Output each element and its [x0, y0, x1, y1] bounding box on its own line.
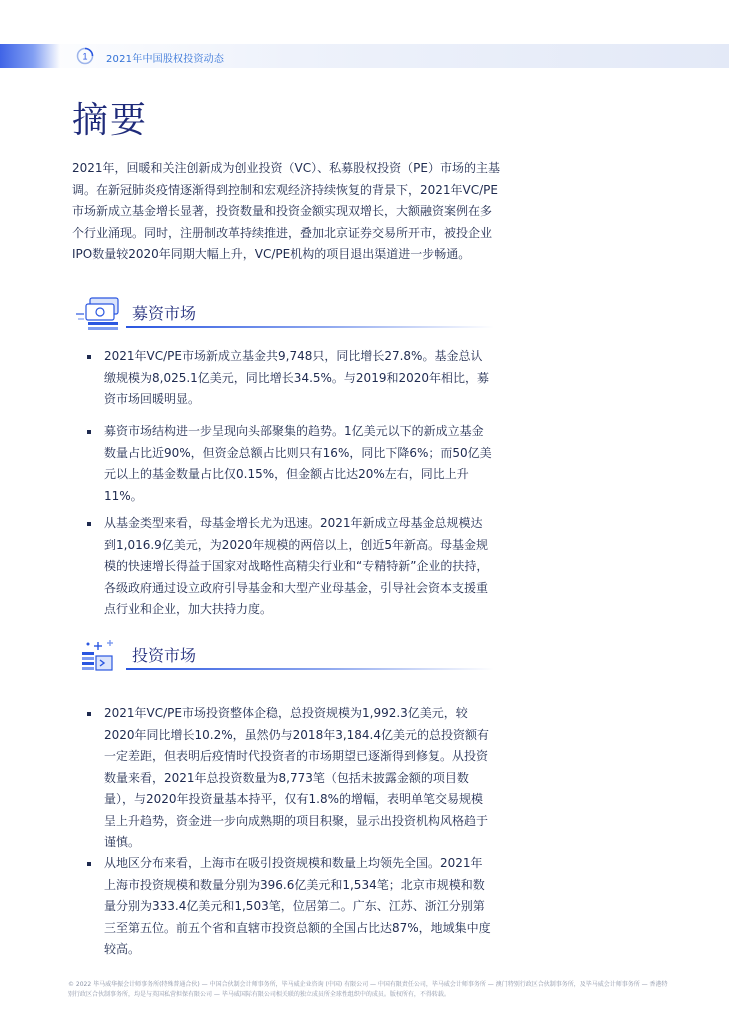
- list-item: [88, 853, 493, 961]
- bullet-marker: [87, 355, 91, 359]
- running-title: 2021年中国股权投资动态: [106, 54, 225, 65]
- bullet-text: 从基金类型来看，母基金增长尤为迅速。2021年新成立母基金总规模达到1,016.9亿美元，为2020年规模的两倍以上，创近5年新高。母基金规模的快速增长得益于国家对战略性高精尖行业和“专精特新”企业的扶持，各级政府通过设立政府引导基金和大型产业母基金，引导社会资本支援重点行业和企业，加大扶持力度。: [104, 516, 489, 616]
- list-item: [88, 346, 493, 411]
- page-number-badge: [76, 47, 94, 65]
- copyright-footer: © 2022 毕马威华振会计师事务所(特殊普通合伙) — 中国合伙制会计师事务所，毕马威企业咨询 (中国) 有限公司 — 中国有限责任公司，毕马威会计师事务所 — 澳门特别行政区合伙制事务所，及毕马威会计师事务所 — 香港特别行政区合伙制事务所，均是与英国私营担保有限公司 — 毕马威国际有限公司相关联的独立成员所全球性组织中的成员。版权所有，不得转载。: [68, 981, 668, 998]
- page-title: 摘要: [72, 100, 149, 141]
- list-item: [88, 703, 493, 854]
- list-item: [88, 513, 493, 621]
- section-title: 募资市场: [132, 304, 197, 323]
- bullet-marker: [87, 522, 91, 526]
- page-number: 1: [82, 51, 88, 62]
- section-header-fundraising: [76, 294, 496, 334]
- bullet-marker: [87, 430, 91, 434]
- money-stack-icon: [76, 294, 124, 334]
- section-title: 投资市场: [132, 646, 197, 665]
- bullet-text: 募资市场结构进一步呈现向头部聚集的趋势。1亿美元以下的新成立基金数量占比近90%，但资金总额占比则只有16%，同比下降6%；而50亿美元以上的基金数量占比仅0.15%，但金额占比达20%左右，同比上升11%。: [104, 424, 492, 503]
- bullet-text: 从地区分布来看，上海市在吸引投资规模和数量上均领先全国。2021年上海市投资规模和数量分别为396.6亿美元和1,534笔；北京市规模和数量分别为333.4亿美元和1,503笔，位居第二。广东、江苏、浙江分别第三至第五位。前五个省和直辖市投资总额的全国占比达87%，地域集中度较高。: [104, 856, 491, 956]
- investment-coins-icon: [76, 636, 124, 676]
- header-accent-bar: [0, 44, 60, 68]
- bullet-text: 2021年VC/PE市场新成立基金共9,748只，同比增长27.8%。基金总认缴规模为8,025.1亿美元，同比增长34.5%。与2019和2020年相比，募资市场回暖明显。: [104, 349, 490, 406]
- intro-paragraph: 2021年，回暖和关注创新成为创业投资（VC）、私募股权投资（PE）市场的主基调。在新冠肺炎疫情逐渐得到控制和宏观经济持续恢复的背景下，2021年VC/PE市场新成立基金增长显著，投资数量和投资金额实现双增长，大额融资案例在多个行业涌现。同时，注册制改革持续推进，叠加北京证券交易所开市，被投企业IPO数量较2020年同期大幅上升，VC/PE机构的项目退出渠道进一步畅通。: [72, 161, 500, 261]
- bullet-marker: [87, 862, 91, 866]
- list-item: [88, 421, 493, 507]
- section-divider: [126, 668, 494, 670]
- section-header-investment: [76, 636, 496, 676]
- bullet-text: 2021年VC/PE市场投资整体企稳，总投资规模为1,992.3亿美元，较2020年同比增长10.2%，虽然仍与2018年3,184.4亿美元的总投资额有一定差距，但表明后疫情时代投资者的市场期望已逐渐得到修复。从投资数量来看，2021年总投资数量为8,773笔（包括未披露金额的项目数量），与2020年投资量基本持平，仅有1.8%的增幅，表明单笔交易规模呈上升趋势，资金进一步向成熟期的项目积聚，显示出投资机构风格趋于谨慎。: [104, 706, 490, 849]
- section-divider: [126, 326, 494, 328]
- bullet-marker: [87, 712, 91, 716]
